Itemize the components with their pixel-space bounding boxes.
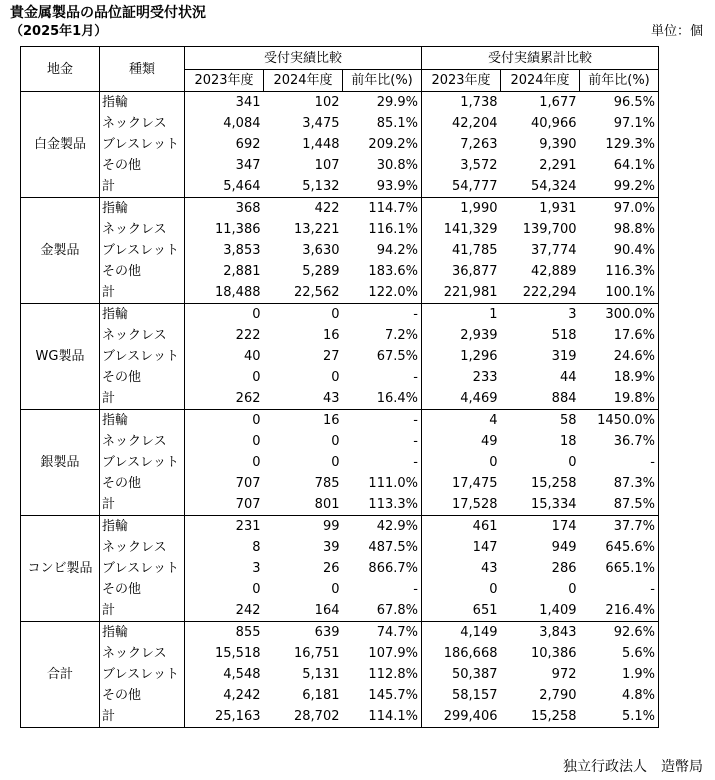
value-cell: 90.4% [580,240,659,261]
table-row [21,452,659,473]
value-cell: 41,785 [452,243,498,258]
value-cell: 221,981 [422,282,501,304]
value-cell: 801 [264,494,343,516]
value-cell: 145.7% [343,685,422,706]
table-row [21,494,659,516]
value-cell: 24.6% [580,346,659,367]
value-cell: 0 [489,582,498,597]
value-cell: 639 [264,622,343,644]
value-cell: 0 [331,455,340,470]
value-cell: 2,939 [460,328,498,343]
value-cell: 16.4% [343,388,422,410]
value-cell: - [580,579,659,600]
value-cell: 43 [480,561,498,576]
product-type-cell: 指輪 [100,410,185,432]
value-cell: 1450.0% [580,410,659,432]
table-row [21,643,659,664]
value-cell: 141,329 [443,222,498,237]
value-cell: 4 [422,410,501,432]
product-type-cell: 指輪 [100,198,185,220]
value-cell: 368 [185,198,264,220]
table-row [21,198,659,220]
value-cell: 222 [235,328,261,343]
value-cell: 518 [551,328,577,343]
value-cell: 36.7% [580,431,659,452]
unit-label: 単位：個 [650,24,703,39]
value-cell: 54,324 [501,176,580,198]
value-cell: 22,562 [264,282,343,304]
value-cell: 87.3% [580,473,659,494]
header-monthly-ratio: 前年比(%) [343,70,422,92]
value-cell: 28,702 [264,706,343,728]
value-cell: 2,881 [223,264,261,279]
value-cell: 92.6% [580,622,659,644]
value-cell: 183.6% [343,261,422,282]
value-cell: 42.9% [343,516,422,538]
value-cell: 1,990 [422,198,501,220]
header-monthly-2024: 2024年度 [264,70,343,92]
value-cell: 147 [472,540,498,555]
value-cell: 319 [551,349,577,364]
table-row [21,622,659,644]
table-row [21,537,659,558]
value-cell: 5,464 [185,176,264,198]
value-cell: 0 [185,410,264,432]
table-row [21,261,659,282]
value-cell: 19.8% [580,388,659,410]
value-cell: 5,132 [264,176,343,198]
value-cell: 2,291 [539,158,577,173]
value-cell: 27 [322,349,340,364]
value-cell: 3,630 [302,243,340,258]
product-type-cell: ブレスレット [100,452,185,473]
product-type-cell: ブレスレット [100,558,185,579]
value-cell: 18,488 [185,282,264,304]
value-cell: 50,387 [452,667,498,682]
product-type-cell: 計 [100,706,185,728]
value-cell: 1 [422,304,501,326]
header-metal: 地金 [21,47,100,92]
value-cell: - [343,431,422,452]
value-cell: 5.1% [580,706,659,728]
value-cell: 233 [472,370,498,385]
value-cell: 222,294 [501,282,580,304]
value-cell: 58,157 [452,688,498,703]
value-cell: - [580,452,659,473]
value-cell: 67.5% [343,346,422,367]
value-cell: 0 [252,582,261,597]
metal-category-cell: WG製品 [21,304,100,410]
value-cell: 17.6% [580,325,659,346]
value-cell: 707 [185,494,264,516]
table-row [21,685,659,706]
value-cell: 487.5% [343,537,422,558]
value-cell: 112.8% [343,664,422,685]
value-cell: 216.4% [580,600,659,622]
product-type-cell: その他 [100,155,185,176]
header-cumulative-ratio: 前年比(%) [580,70,659,92]
product-type-cell: 計 [100,176,185,198]
value-cell: 785 [314,476,340,491]
value-cell: 113.3% [343,494,422,516]
value-cell: 0 [331,370,340,385]
value-cell: 87.5% [580,494,659,516]
certification-table [20,46,659,728]
value-cell: 665.1% [580,558,659,579]
period-subtitle: （2025年1月） [10,24,108,39]
metal-category-cell: 銀製品 [21,410,100,516]
value-cell: 262 [185,388,264,410]
value-cell: 209.2% [343,134,422,155]
value-cell: 0 [331,434,340,449]
value-cell: 100.1% [580,282,659,304]
product-type-cell: ネックレス [100,643,185,664]
product-type-cell: その他 [100,685,185,706]
value-cell: 54,777 [422,176,501,198]
value-cell: 3 [252,561,261,576]
value-cell: 99 [264,516,343,538]
value-cell: 129.3% [580,134,659,155]
product-type-cell: 計 [100,388,185,410]
table-row [21,664,659,685]
value-cell: 4,084 [223,116,261,131]
value-cell: 15,334 [501,494,580,516]
value-cell: 42,889 [531,264,577,279]
value-cell: 0 [185,304,264,326]
product-type-cell: その他 [100,579,185,600]
value-cell: - [343,410,422,432]
value-cell: 3,475 [302,116,340,131]
value-cell: 43 [264,388,343,410]
value-cell: 10,386 [531,646,577,661]
value-cell: 300.0% [580,304,659,326]
value-cell: - [343,579,422,600]
product-type-cell: 指輪 [100,622,185,644]
value-cell: 692 [235,137,261,152]
header-cumulative: 受付実績累計比較 [422,47,659,70]
value-cell: 242 [185,600,264,622]
value-cell: 0 [489,455,498,470]
value-cell: 17,475 [452,476,498,491]
value-cell: 93.9% [343,176,422,198]
value-cell: 39 [322,540,340,555]
table-body [21,92,659,728]
value-cell: 347 [235,158,261,173]
value-cell: 116.1% [343,219,422,240]
value-cell: 707 [235,476,261,491]
value-cell: 15,258 [531,476,577,491]
value-cell: 3,843 [501,622,580,644]
product-type-cell: ネックレス [100,219,185,240]
page-title: 貴金属製品の品位証明受付状況 [10,5,206,21]
value-cell: 422 [264,198,343,220]
product-type-cell: 指輪 [100,516,185,538]
value-cell: 174 [501,516,580,538]
value-cell: 4,548 [223,667,261,682]
product-type-cell: 計 [100,494,185,516]
value-cell: 40 [243,349,261,364]
value-cell: 186,668 [443,646,498,661]
value-cell: 25,163 [185,706,264,728]
value-cell: 0 [252,370,261,385]
product-type-cell: その他 [100,473,185,494]
value-cell: 85.1% [343,113,422,134]
table-row [21,282,659,304]
value-cell: 97.1% [580,113,659,134]
value-cell: 0 [568,582,577,597]
value-cell: 0 [331,582,340,597]
metal-category-cell: 合計 [21,622,100,728]
value-cell: 18 [559,434,577,449]
product-type-cell: 計 [100,600,185,622]
header-type: 種類 [100,47,185,92]
product-type-cell: ブレスレット [100,346,185,367]
value-cell: 16,751 [294,646,340,661]
value-cell: 949 [551,540,577,555]
value-cell: 42,204 [452,116,498,131]
table-row [21,431,659,452]
value-cell: 116.3% [580,261,659,282]
product-type-cell: ネックレス [100,325,185,346]
product-type-cell: その他 [100,367,185,388]
value-cell: 6,181 [302,688,340,703]
value-cell: 97.0% [580,198,659,220]
table-row [21,346,659,367]
value-cell: 0 [264,304,343,326]
value-cell: 36,877 [452,264,498,279]
value-cell: 3,853 [223,243,261,258]
product-type-cell: ネックレス [100,537,185,558]
value-cell: 94.2% [343,240,422,261]
value-cell: 15,258 [501,706,580,728]
product-type-cell: ネックレス [100,431,185,452]
value-cell: 26 [322,561,340,576]
value-cell: 7.2% [343,325,422,346]
value-cell: 18.9% [580,367,659,388]
value-cell: 972 [551,667,577,682]
value-cell: - [343,304,422,326]
product-type-cell: ネックレス [100,113,185,134]
product-type-cell: その他 [100,261,185,282]
value-cell: 1,409 [501,600,580,622]
table-row [21,240,659,261]
value-cell: 5.6% [580,643,659,664]
table-row [21,516,659,538]
value-cell: 98.8% [580,219,659,240]
table-row [21,134,659,155]
value-cell: 0 [252,434,261,449]
value-cell: 3,572 [460,158,498,173]
issuer-label: 独立行政法人 造幣局 [563,759,703,775]
value-cell: 9,390 [539,137,577,152]
value-cell: 99.2% [580,176,659,198]
value-cell: 866.7% [343,558,422,579]
value-cell: 114.1% [343,706,422,728]
value-cell: 4,149 [422,622,501,644]
header-cumulative-2024: 2024年度 [501,70,580,92]
product-type-cell: ブレスレット [100,664,185,685]
table-row [21,473,659,494]
value-cell: 231 [185,516,264,538]
table-row [21,558,659,579]
value-cell: 461 [422,516,501,538]
metal-category-cell: 白金製品 [21,92,100,198]
value-cell: 102 [314,95,340,110]
value-cell: 7,263 [460,137,498,152]
value-cell: 645.6% [580,537,659,558]
table-row [21,113,659,134]
value-cell: 29.9% [343,92,422,114]
product-type-cell: 指輪 [100,304,185,326]
value-cell: 1,677 [539,95,577,110]
table-row [21,388,659,410]
value-cell: 16 [264,410,343,432]
value-cell: 286 [551,561,577,576]
table-row [21,410,659,432]
value-cell: 111.0% [343,473,422,494]
value-cell: 49 [480,434,498,449]
value-cell: 139,700 [522,222,577,237]
value-cell: 0 [568,455,577,470]
value-cell: 299,406 [422,706,501,728]
value-cell: 122.0% [343,282,422,304]
value-cell: 1,448 [302,137,340,152]
value-cell: 884 [501,388,580,410]
value-cell: 13,221 [294,222,340,237]
table-row [21,367,659,388]
value-cell: - [343,367,422,388]
value-cell: 341 [235,95,261,110]
value-cell: 44 [559,370,577,385]
value-cell: 58 [501,410,580,432]
product-type-cell: ブレスレット [100,134,185,155]
table-row [21,304,659,326]
header-monthly-2023: 2023年度 [185,70,264,92]
value-cell: 5,131 [302,667,340,682]
value-cell: 37.7% [580,516,659,538]
value-cell: 30.8% [343,155,422,176]
value-cell: 651 [422,600,501,622]
value-cell: 1.9% [580,664,659,685]
value-cell: 15,518 [215,646,261,661]
value-cell: 67.8% [343,600,422,622]
metal-category-cell: 金製品 [21,198,100,304]
value-cell: 164 [264,600,343,622]
value-cell: 1,931 [501,198,580,220]
value-cell: 40,966 [531,116,577,131]
value-cell: 17,528 [422,494,501,516]
value-cell: 1,738 [460,95,498,110]
value-cell: 4,242 [223,688,261,703]
value-cell: 16 [322,328,340,343]
table-row [21,155,659,176]
value-cell: 37,774 [531,243,577,258]
value-cell: 5,289 [302,264,340,279]
value-cell: 8 [252,540,261,555]
value-cell: 107 [314,158,340,173]
table-row [21,92,659,114]
table-row [21,325,659,346]
header-monthly: 受付実績比較 [185,47,422,70]
value-cell: 107.9% [343,643,422,664]
product-type-cell: 指輪 [100,92,185,114]
value-cell: 64.1% [580,155,659,176]
value-cell: 2,790 [539,688,577,703]
value-cell: 114.7% [343,198,422,220]
product-type-cell: ブレスレット [100,240,185,261]
value-cell: 74.7% [343,622,422,644]
metal-category-cell: コンビ製品 [21,516,100,622]
value-cell: 4.8% [580,685,659,706]
value-cell: - [343,452,422,473]
table-row [21,579,659,600]
value-cell: 11,386 [215,222,261,237]
value-cell: 4,469 [422,388,501,410]
product-type-cell: 計 [100,282,185,304]
value-cell: 96.5% [580,92,659,114]
table-row [21,600,659,622]
table-row [21,706,659,728]
value-cell: 0 [252,455,261,470]
table-row [21,176,659,198]
value-cell: 1,296 [460,349,498,364]
value-cell: 855 [185,622,264,644]
header-cumulative-2023: 2023年度 [422,70,501,92]
value-cell: 3 [501,304,580,326]
table-row [21,219,659,240]
